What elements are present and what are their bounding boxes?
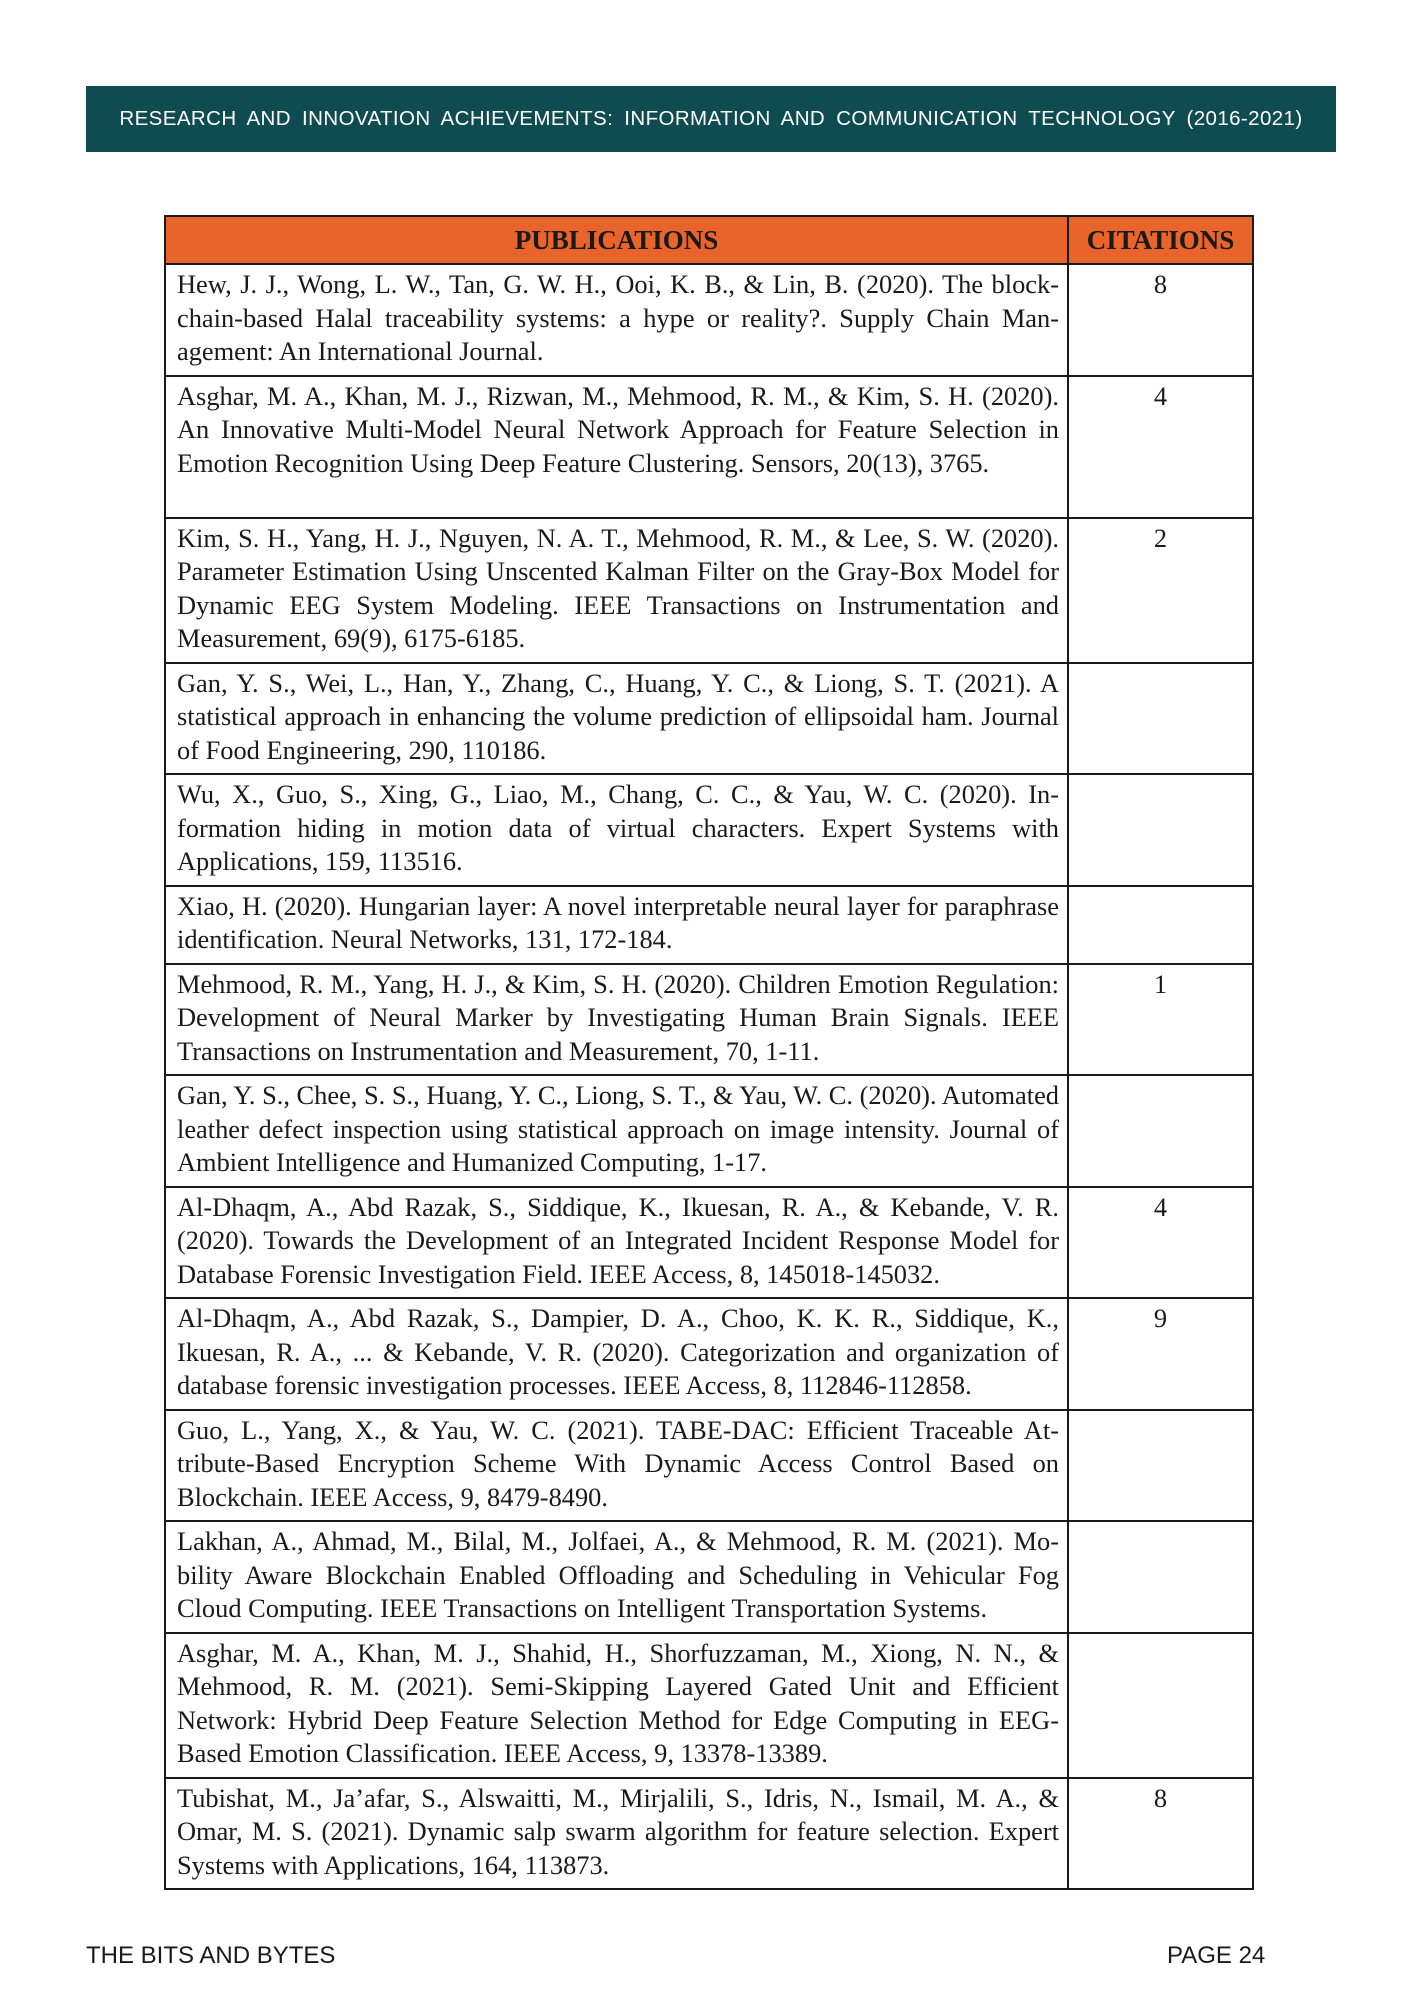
- publication-cell: Wu, X., Guo, S., Xing, G., Liao, M., Chang, C. C., & Yau, W. C. (2020). Information hiding in motion data of virtual characters. Expert Systems with Applications, 159, 113516.: [165, 774, 1068, 886]
- table-header-row: [165, 216, 1253, 264]
- citations-cell: [1068, 774, 1253, 886]
- table-row: [165, 1521, 1253, 1633]
- table-row: [165, 663, 1253, 775]
- table-row: [165, 264, 1253, 376]
- table-row: [165, 774, 1253, 886]
- citations-cell: [1068, 886, 1253, 964]
- table-row: [165, 1075, 1253, 1187]
- table-row: [165, 1410, 1253, 1522]
- publication-cell: Al-Dhaqm, A., Abd Razak, S., Siddique, K., Ikuesan, R. A., & Kebande, V. R. (2020). Towards the Development of an Integrated Incident Response Model for Database Forensic Investigation Field. IEEE Access, 8, 145018-145032.: [165, 1187, 1068, 1299]
- publication-cell: Mehmood, R. M., Yang, H. J., & Kim, S. H. (2020). Children Emotion Regulation: Development of Neural Marker by Investigating Human Brain Signals. IEEE Transactions on Instrumentation and Measurement, 70, 1-11.: [165, 964, 1068, 1076]
- table-row: [165, 376, 1253, 518]
- publication-cell: Asghar, M. A., Khan, M. J., Rizwan, M., Mehmood, R. M., & Kim, S. H. (2020). An Innovative Multi-Model Neural Network Approach for Feature Selection in Emotion Recognition Using Deep Feature Clustering. Sensors, 20(13), 3765.: [165, 376, 1068, 518]
- publication-cell: Gan, Y. S., Wei, L., Han, Y., Zhang, C., Huang, Y. C., & Liong, S. T. (2021). A statistical approach in enhancing the volume prediction of ellipsoidal ham. Journal of Food Engineering, 290, 110186.: [165, 663, 1068, 775]
- publication-cell: Al-Dhaqm, A., Abd Razak, S., Dampier, D. A., Choo, K. K. R., Siddique, K., Ikuesan, R. A., ... & Kebande, V. R. (2020). Categorization and organization of database forensic investigation processes. IEEE Access, 8, 112846-112858.: [165, 1298, 1068, 1410]
- publication-cell: Gan, Y. S., Chee, S. S., Huang, Y. C., Liong, S. T., & Yau, W. C. (2020). Automated leather defect inspection using statistical approach on image intensity. Journal of Ambient Intelligence and Humanized Computing, 1-17.: [165, 1075, 1068, 1187]
- table-row: [165, 886, 1253, 964]
- footer-publication-name: THE BITS AND BYTES: [86, 1942, 336, 1969]
- citations-cell: 8: [1068, 1778, 1253, 1890]
- publication-cell: Guo, L., Yang, X., & Yau, W. C. (2021). TABE-DAC: Efficient Traceable Attribute-Based Encryption Scheme With Dynamic Access Control Based on Blockchain. IEEE Access, 9, 8479-8490.: [165, 1410, 1068, 1522]
- citations-cell: [1068, 1521, 1253, 1633]
- publication-cell: Kim, S. H., Yang, H. J., Nguyen, N. A. T., Mehmood, R. M., & Lee, S. W. (2020). Parameter Estimation Using Unscented Kalman Filter on the Gray-Box Model for Dynamic EEG System Modeling. IEEE Transactions on Instrumentation and Measurement, 69(9), 6175-6185.: [165, 518, 1068, 663]
- table-row: [165, 1633, 1253, 1778]
- citations-cell: 1: [1068, 964, 1253, 1076]
- table-row: [165, 1187, 1253, 1299]
- publication-cell: Lakhan, A., Ahmad, M., Bilal, M., Jolfaei, A., & Mehmood, R. M. (2021). Mobility Aware Blockchain Enabled Offloading and Scheduling in Vehicular Fog Cloud Computing. IEEE Transactions on Intelligent Transportation Systems.: [165, 1521, 1068, 1633]
- citations-cell: [1068, 1075, 1253, 1187]
- publication-cell: Hew, J. J., Wong, L. W., Tan, G. W. H., Ooi, K. B., & Lin, B. (2020). The blockchain-based Halal traceability systems: a hype or reality?. Supply Chain Management: An International Journal.: [165, 264, 1068, 376]
- table-row: [165, 964, 1253, 1076]
- publication-cell: Asghar, M. A., Khan, M. J., Shahid, H., Shorfuzzaman, M., Xiong, N. N., & Mehmood, R. M. (2021). Semi-Skipping Layered Gated Unit and Efficient Network: Hybrid Deep Feature Selection Method for Edge Computing in EEG-Based Emotion Classification. IEEE Access, 9, 13378-13389.: [165, 1633, 1068, 1778]
- publication-cell: Xiao, H. (2020). Hungarian layer: A novel interpretable neural layer for paraphrase identification. Neural Networks, 131, 172-184.: [165, 886, 1068, 964]
- footer-page-number: PAGE 24: [1167, 1942, 1266, 1969]
- section-banner: [86, 86, 1336, 152]
- citations-cell: 9: [1068, 1298, 1253, 1410]
- table-row: [165, 1778, 1253, 1890]
- table-row: [165, 518, 1253, 663]
- banner-title: RESEARCH AND INNOVATION ACHIEVEMENTS: INFORMATION AND COMMUNICATION TECHNOLOGY (2016-2021): [119, 107, 1303, 130]
- citations-cell: [1068, 1410, 1253, 1522]
- publication-cell: Tubishat, M., Ja’afar, S., Alswaitti, M., Mirjalili, S., Idris, N., Ismail, M. A., & Omar, M. S. (2021). Dynamic salp swarm algorithm for feature selection. Expert Systems with Applications, 164, 113873.: [165, 1778, 1068, 1890]
- citations-cell: 4: [1068, 1187, 1253, 1299]
- citations-cell: [1068, 1633, 1253, 1778]
- publications-table: [164, 215, 1254, 1890]
- citations-cell: 8: [1068, 264, 1253, 376]
- column-header-citations: CITATIONS: [1068, 216, 1253, 264]
- citations-cell: 4: [1068, 376, 1253, 518]
- column-header-publications: PUBLICATIONS: [165, 216, 1068, 264]
- table-row: [165, 1298, 1253, 1410]
- citations-cell: [1068, 663, 1253, 775]
- citations-cell: 2: [1068, 518, 1253, 663]
